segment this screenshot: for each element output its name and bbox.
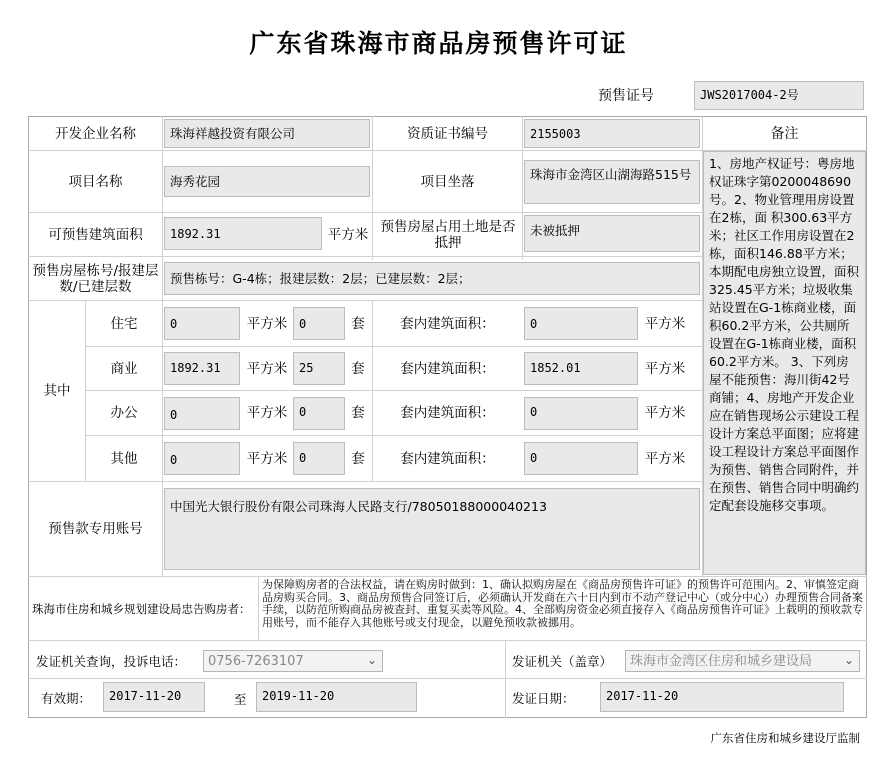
escrow-label: 预售款专用账号 (48, 521, 143, 537)
developer-label: 开发企业名称 (55, 125, 136, 142)
category-inner-area: 0 (524, 397, 638, 430)
category-area: 0 (164, 397, 240, 430)
issuer-label: 发证机关（盖章） (512, 654, 613, 669)
presale-area-unit: 平方米 (327, 226, 369, 243)
category-inner-area: 0 (524, 442, 638, 475)
category-count-unit: 套 (351, 405, 365, 421)
project-name-label: 项目名称 (68, 173, 123, 190)
category-count-unit: 套 (351, 450, 365, 467)
buildings-value: 预售栋号：G-4栋；报建层数：2层；已建层数：2层； (164, 262, 700, 295)
presale-area-value: 1892.31 (164, 217, 322, 250)
validity-from: 2017-11-20 (103, 682, 205, 712)
permit-number-label: 预售证号 (598, 88, 654, 104)
qualification-label: 资质证书编号 (407, 125, 488, 142)
category-count-unit: 套 (351, 315, 365, 332)
developer-value: 珠海祥越投资有限公司 (164, 119, 370, 148)
remarks-text: 1、房地产权证号：粤房地权证珠字第0200048690号。2、物业管理用房设置在2栋，面 积300.63平方米；社区工作用房设置在2栋，面积146.88平方米；本期配电房独立设置，面积325.45平方米；垃圾收集站设置在G-1栋商业楼，面积60.2平方米，公共厕所设置在G-1栋商业楼，面积 60.2平方米。 3、下列房屋不能预售：海川街42号商铺；4、房地产开发企业应在销售现场公示建设工程设计方案总平面图；应将建设工程设计方案总平面图作为预售、销售合同附件，并在预售、销售合同中明确约定配套设施移交事项。 (703, 151, 866, 575)
project-name-value: 海秀花园 (164, 166, 370, 197)
notice-text: 为保障购房者的合法权益，请在购房时做到：1、确认拟购房屋在《商品房预售许可证》的预售许可范围内。2、审慎签定商品房购买合同。3、商品房预售合同签订后，必须确认开发商在六十日内到市不动产登记中心（或分中心）办理预售合同备案手续，以防范所购商品房被查封、重复买卖等风险。4、全部购房资金必须直接存入《商品房预售许可证》上载明的预收款专用账号，而不能存入其他账号或支付现金，以避免预收款被挪用。 (262, 578, 863, 629)
category-count: 0 (293, 307, 345, 340)
category-inner-unit: 平方米 (644, 405, 686, 421)
chevron-down-icon: ⌄ (843, 653, 854, 667)
category-inner-area: 0 (524, 307, 638, 340)
category-inner-unit: 平方米 (644, 315, 686, 332)
among-label: 其中 (43, 383, 71, 399)
project-location-label: 项目坐落 (420, 173, 475, 190)
validity-label: 有效期： (41, 691, 92, 706)
buildings-label: 预售房屋栋号/报建层数/已建层数 (32, 262, 159, 295)
category-inner-unit: 平方米 (644, 450, 686, 467)
category-name: 商业 (110, 360, 138, 377)
validity-to-label: 至 (234, 692, 247, 707)
page-title: 广东省珠海市商品房预售许可证 (249, 29, 628, 58)
category-inner-label: 套内建筑面积： (400, 315, 495, 332)
hotline-label: 发证机关查询，投诉电话： (36, 654, 187, 669)
land-mortgage-value: 未被抵押 (524, 215, 700, 252)
category-area: 1892.31 (164, 352, 240, 385)
issue-date-value: 2017-11-20 (600, 682, 844, 712)
issuer-select[interactable] (625, 650, 860, 672)
category-count: 25 (293, 352, 345, 385)
escrow-value: 中国光大银行股份有限公司珠海人民路支行/78050188000040213 (164, 488, 700, 570)
qualification-value: 2155003 (524, 119, 700, 148)
category-inner-label: 套内建筑面积： (400, 405, 495, 421)
category-area: 0 (164, 442, 240, 475)
project-location-value: 珠海市金湾区山湖海路515号 (524, 160, 700, 204)
category-area-unit: 平方米 (246, 405, 288, 421)
validity-to: 2019-11-20 (256, 682, 417, 712)
category-count: 0 (293, 442, 345, 475)
category-area-unit: 平方米 (246, 450, 288, 467)
chevron-down-icon: ⌄ (366, 653, 377, 667)
category-name: 住宅 (110, 315, 138, 332)
presale-area-label: 可预售建筑面积 (48, 226, 143, 243)
category-inner-label: 套内建筑面积： (400, 360, 495, 377)
notice-label: 珠海市住房和城乡规划建设局忠告购房者： (32, 601, 251, 616)
permit-number-value: JWS2017004-2号 (694, 81, 864, 110)
category-area: 0 (164, 307, 240, 340)
hotline-select[interactable] (203, 650, 383, 672)
issue-date-label: 发证日期： (512, 691, 575, 706)
category-inner-unit: 平方米 (644, 360, 686, 377)
category-name: 其他 (110, 450, 138, 467)
category-area-unit: 平方米 (246, 315, 288, 332)
remarks-label: 备注 (770, 125, 799, 142)
footer-supervisor: 广东省住房和城乡建设厅监制 (710, 731, 860, 745)
category-count: 0 (293, 397, 345, 430)
hotline-value: 0756-7263107 (208, 654, 304, 669)
land-mortgage-label: 预售房屋占用土地是否抵押 (380, 218, 516, 251)
category-name: 办公 (110, 405, 138, 421)
category-count-unit: 套 (351, 360, 365, 377)
category-area-unit: 平方米 (246, 360, 288, 377)
category-inner-label: 套内建筑面积： (400, 450, 495, 467)
category-inner-area: 1852.01 (524, 352, 638, 385)
issuer-value: 珠海市金湾区住房和城乡建设局 (630, 654, 813, 669)
